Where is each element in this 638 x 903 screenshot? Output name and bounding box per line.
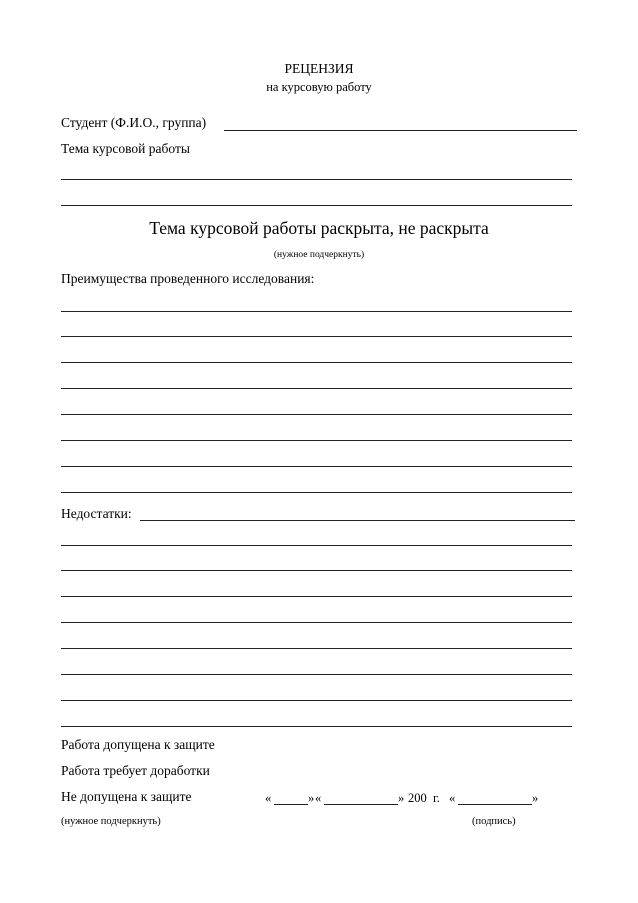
student-label: Студент (Ф.И.О., группа) bbox=[61, 115, 207, 130]
topic-input-line-1[interactable] bbox=[61, 179, 572, 180]
shortcomings-input-line[interactable] bbox=[140, 520, 575, 521]
date-month-line[interactable] bbox=[324, 804, 398, 805]
shortcomings-line-5[interactable] bbox=[61, 648, 572, 649]
advantages-line-5[interactable] bbox=[61, 414, 572, 415]
advantages-line-7[interactable] bbox=[61, 466, 572, 467]
signature-line[interactable] bbox=[458, 804, 532, 805]
signature-close-quote: » bbox=[532, 791, 539, 805]
advantages-line-2[interactable] bbox=[61, 336, 572, 337]
topic-input-line-2[interactable] bbox=[61, 205, 572, 206]
date-month-open-quote: « bbox=[315, 791, 322, 805]
topic-label: Тема курсовой работы bbox=[61, 141, 190, 156]
shortcomings-line-7[interactable] bbox=[61, 700, 572, 701]
review-subtitle: на курсовую работу bbox=[266, 80, 372, 94]
shortcomings-label: Недостатки: bbox=[61, 506, 132, 521]
advantages-line-6[interactable] bbox=[61, 440, 572, 441]
date-year: 200 bbox=[408, 791, 427, 805]
review-title: РЕЦЕНЗИЯ bbox=[284, 61, 354, 76]
student-input-line[interactable] bbox=[224, 130, 577, 131]
date-month-close-quote: » bbox=[398, 791, 405, 805]
date-year-suffix: г. bbox=[433, 791, 440, 805]
shortcomings-line-4[interactable] bbox=[61, 622, 572, 623]
date-day-line[interactable] bbox=[274, 804, 308, 805]
shortcomings-line-8[interactable] bbox=[61, 726, 572, 727]
signature-caption: (подпись) bbox=[472, 816, 516, 827]
shortcomings-line-3[interactable] bbox=[61, 596, 572, 597]
decision-admitted: Работа допущена к защите bbox=[61, 737, 215, 752]
decision-needs-revision: Работа требует доработки bbox=[61, 763, 210, 778]
advantages-line-1[interactable] bbox=[61, 311, 572, 312]
date-day-open-quote: « bbox=[265, 791, 272, 805]
signature-open-quote: « bbox=[449, 791, 456, 805]
shortcomings-line-2[interactable] bbox=[61, 570, 572, 571]
shortcomings-line-6[interactable] bbox=[61, 674, 572, 675]
decision-not-admitted: Не допущена к защите bbox=[61, 789, 192, 804]
advantages-line-4[interactable] bbox=[61, 388, 572, 389]
advantages-label: Преимущества проведенного исследования: bbox=[61, 271, 315, 286]
advantages-line-3[interactable] bbox=[61, 362, 572, 363]
shortcomings-line-1[interactable] bbox=[61, 545, 572, 546]
underline-note: (нужное подчеркнуть) bbox=[273, 250, 365, 260]
advantages-line-8[interactable] bbox=[61, 492, 572, 493]
decision-underline-note: (нужное подчеркнуть) bbox=[61, 816, 161, 827]
topic-disclosure-statement: Тема курсовой работы раскрыта, не раскрыта bbox=[149, 218, 489, 238]
date-day-close-quote: » bbox=[308, 791, 315, 805]
